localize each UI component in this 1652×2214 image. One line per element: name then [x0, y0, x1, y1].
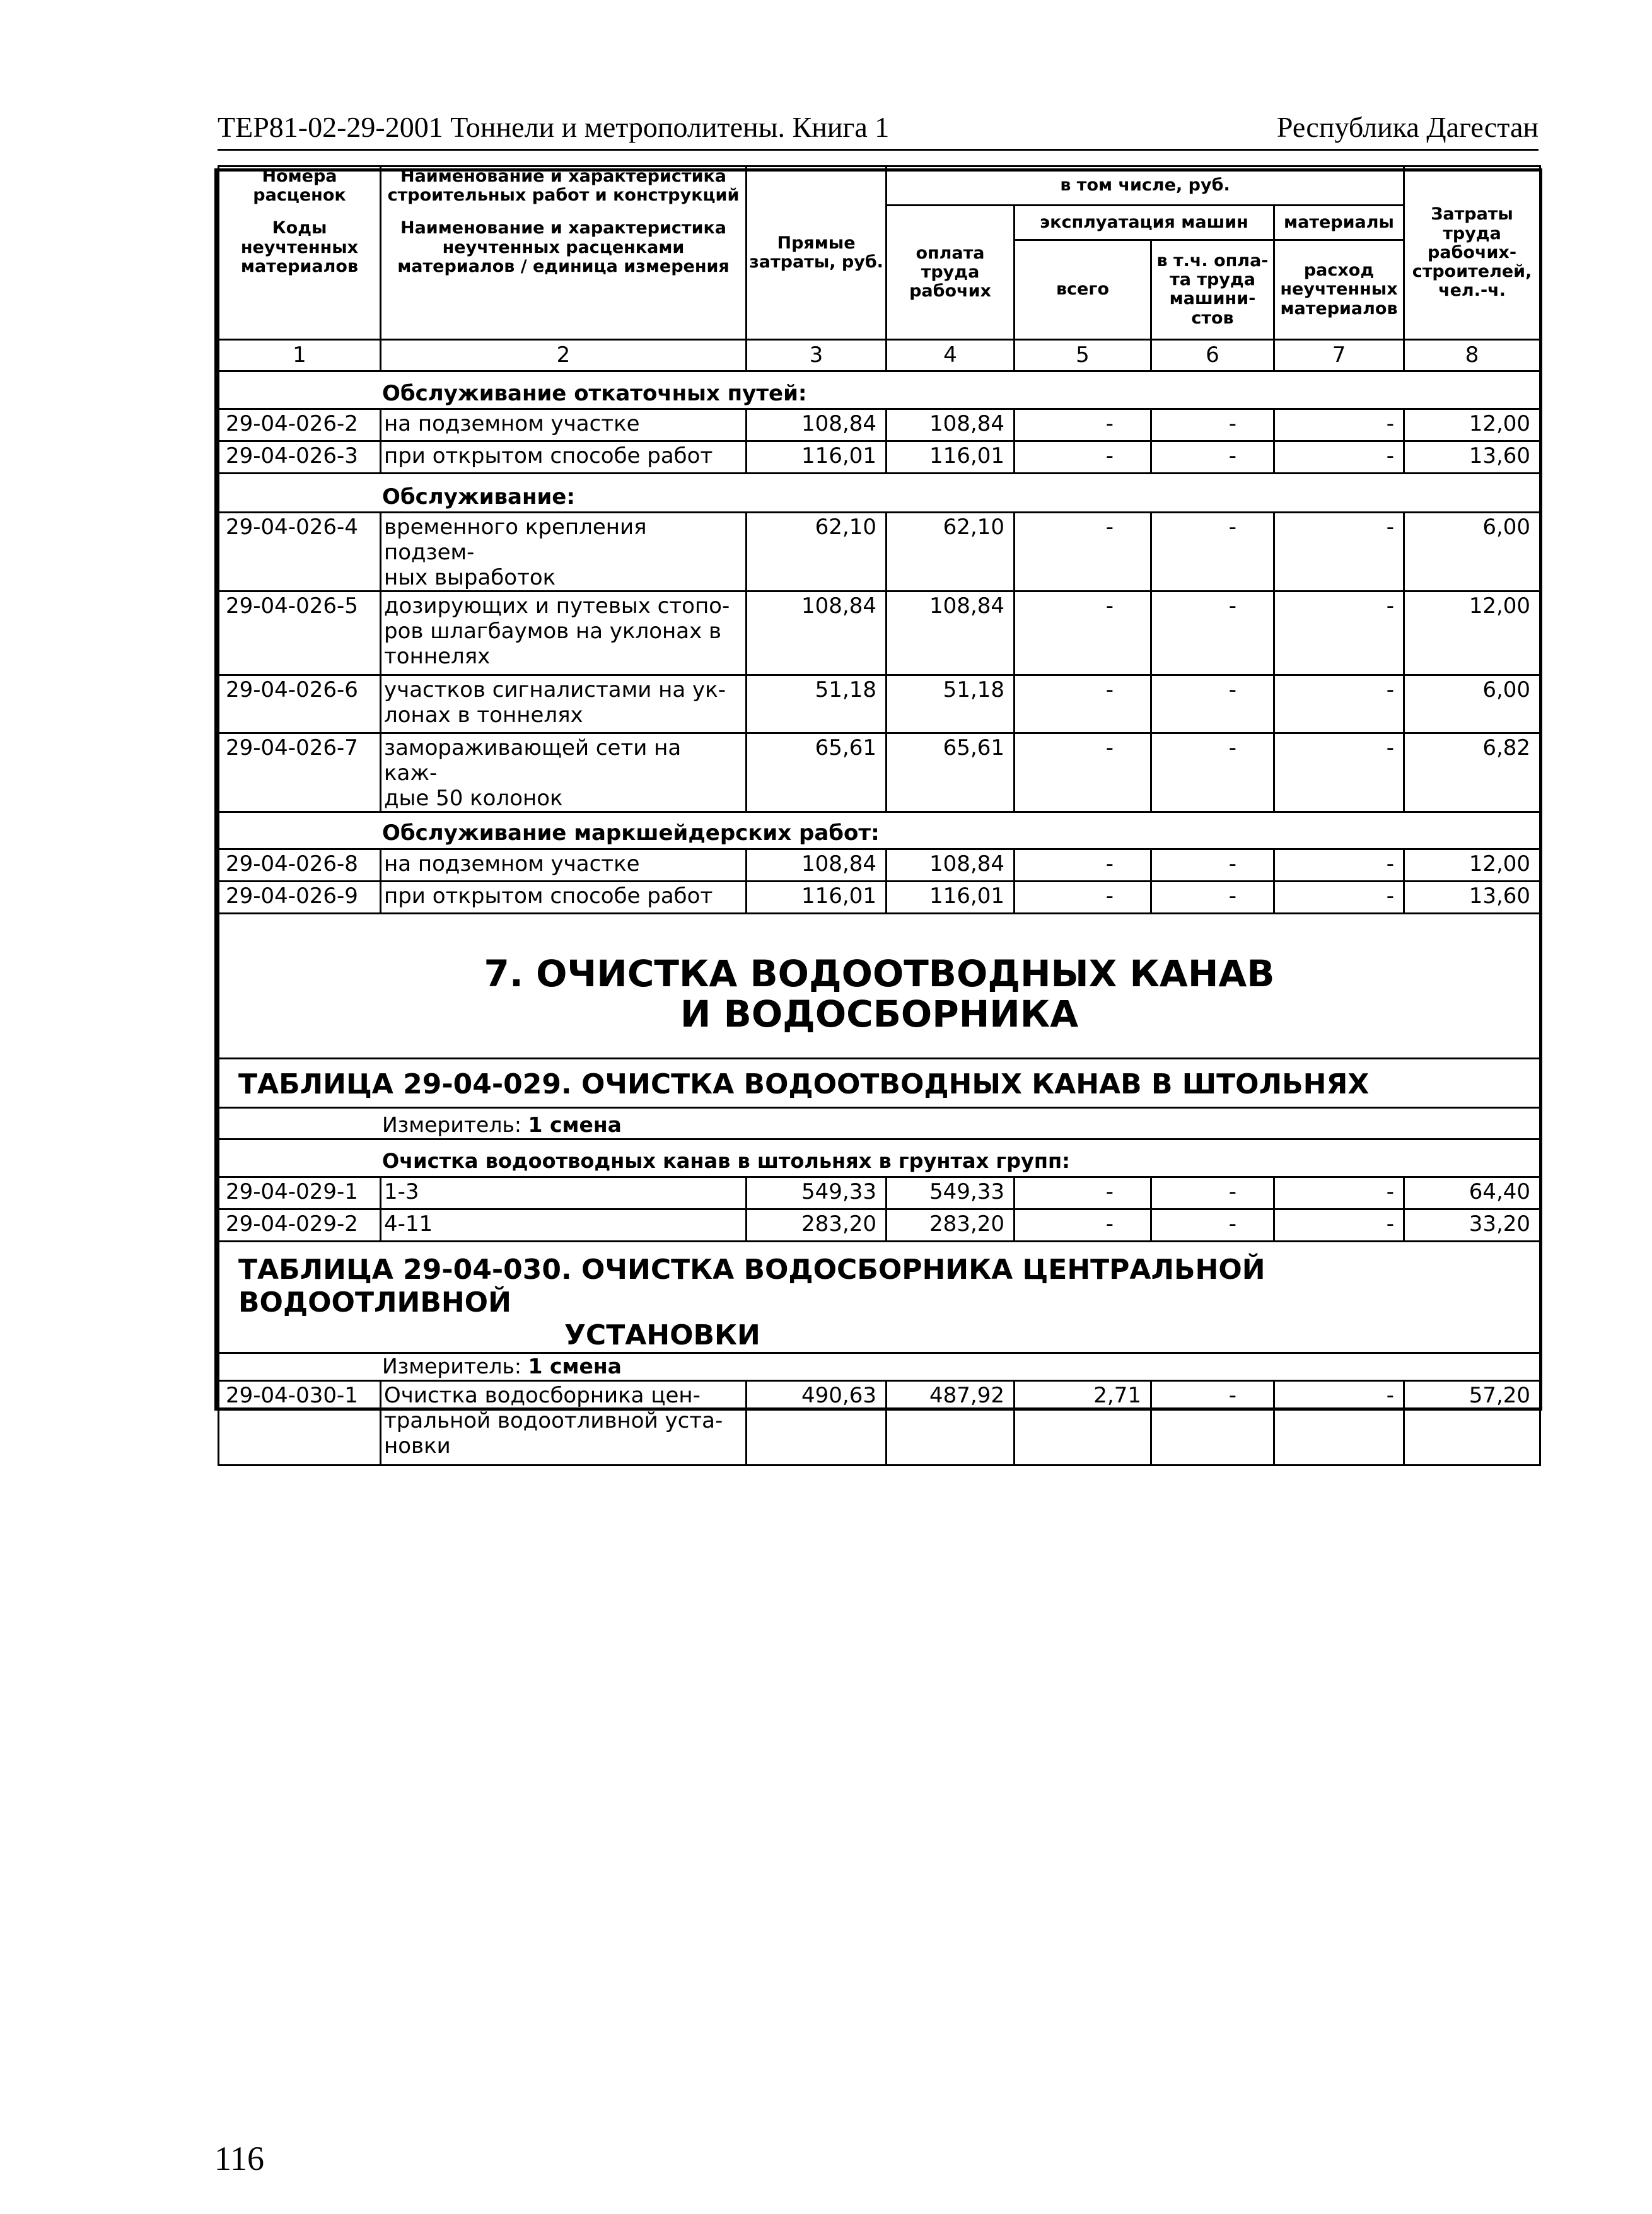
col-number: 5: [1015, 339, 1151, 371]
rate-name-line: Очистка водосборника цен-: [384, 1382, 701, 1408]
col-number: 6: [1151, 339, 1274, 371]
measure-value: 1 смена: [528, 1112, 622, 1137]
direct-cost: 283,20: [747, 1209, 887, 1241]
labor-hours: 13,60: [1404, 881, 1540, 913]
labor-cost: 116,01: [887, 881, 1015, 913]
labor-cost: 283,20: [887, 1209, 1015, 1241]
rate-name-line: ных выработок: [384, 564, 556, 590]
machinists-labor: -: [1151, 441, 1274, 473]
rate-name-line: дозирующих и путевых стопо-: [384, 593, 730, 619]
materials-cost: -: [1274, 849, 1404, 881]
labor-hours: 6,00: [1404, 512, 1540, 591]
rate-code: 29-04-029-1: [219, 1177, 381, 1209]
measure-label: Измеритель:: [382, 1112, 522, 1137]
rate-code: 29-04-029-2: [219, 1209, 381, 1241]
rate-name-line: тоннелях: [384, 643, 491, 669]
col-machines-header: эксплуатация машин: [1015, 205, 1274, 240]
direct-cost: 62,10: [747, 512, 887, 591]
table-title-line: ТАБЛИЦА 29-04-030. ОЧИСТКА ВОДОСБОРНИКА ЦЕНТРАЛЬНОЙ ВОДООТЛИВНОЙ: [238, 1253, 1265, 1319]
section-heading-line: 7. ОЧИСТКА ВОДООТВОДНЫХ КАНАВ: [484, 952, 1275, 995]
labor-hours: 12,00: [1404, 591, 1540, 675]
direct-cost: 108,84: [747, 409, 887, 441]
rate-name: при открытом способе работ: [381, 441, 747, 473]
rate-code: 29-04-026-7: [219, 733, 381, 812]
direct-cost: 108,84: [747, 849, 887, 881]
rate-name: на подземном участке: [381, 849, 747, 881]
col-labor-header: оплата труда рабочих: [887, 205, 1015, 339]
rate-name-line: тральной водоотливной уста-: [384, 1407, 723, 1433]
materials-cost: -: [1274, 512, 1404, 591]
direct-cost: 51,18: [747, 675, 887, 733]
rate-code: 29-04-026-9: [219, 881, 381, 913]
labor-hours: 12,00: [1404, 409, 1540, 441]
rate-name-line: новки: [384, 1433, 451, 1459]
machines-cost: -: [1015, 675, 1151, 733]
materials-cost: -: [1274, 409, 1404, 441]
labor-hours: 64,40: [1404, 1177, 1540, 1209]
machinists-labor: -: [1151, 1209, 1274, 1241]
machinists-labor: -: [1151, 675, 1274, 733]
machines-cost: -: [1015, 441, 1151, 473]
labor-cost: 108,84: [887, 849, 1015, 881]
materials-cost: -: [1274, 1380, 1404, 1465]
col-name-header: Наименование и характеристика строительных работ и конструкций: [381, 166, 747, 206]
machines-cost: -: [1015, 1209, 1151, 1241]
labor-cost: 108,84: [887, 591, 1015, 675]
labor-cost: 65,61: [887, 733, 1015, 812]
header-region: Республика Дагестан: [1276, 111, 1539, 143]
rate-name-line: участков сигналистами на ук-: [384, 677, 726, 702]
rate-code: 29-04-026-2: [219, 409, 381, 441]
rate-name-line: дые 50 колонок: [384, 785, 563, 811]
labor-hours: 12,00: [1404, 849, 1540, 881]
col-code-header: Номера расценок: [219, 166, 381, 206]
machinists-labor: -: [1151, 849, 1274, 881]
table-frame: [214, 168, 1542, 1411]
labor-cost: 487,92: [887, 1380, 1015, 1465]
col-number: 3: [747, 339, 887, 371]
materials-cost: -: [1274, 881, 1404, 913]
labor-cost: 62,10: [887, 512, 1015, 591]
col-code-subheader: Коды неучтенных материалов: [219, 205, 381, 339]
direct-cost: 108,84: [747, 591, 887, 675]
rate-name-line: ров шлагбаумов на уклонах в: [384, 618, 722, 644]
running-header: [218, 110, 1539, 146]
machines-cost: -: [1015, 881, 1151, 913]
header-title: ТЕР81-02-29-2001 Тоннели и метрополитены. Книга 1: [218, 111, 890, 143]
rate-name-line: замораживающей сети на каж-: [384, 735, 682, 786]
col-machines-labor-header: в т.ч. опла-та труда машини-стов: [1151, 240, 1274, 339]
machinists-labor: -: [1151, 1380, 1274, 1465]
col-group-header: в том числе, руб.: [887, 166, 1404, 206]
rate-code: 29-04-026-3: [219, 441, 381, 473]
page-number: 116: [214, 2140, 264, 2177]
rate-code: 29-04-026-4: [219, 512, 381, 591]
col-name-subheader: Наименование и характеристика неучтенных расценками материалов / единица измерения: [381, 205, 747, 339]
header-rule: [218, 149, 1539, 151]
rate-code: 29-04-026-5: [219, 591, 381, 675]
rate-name: 1-3: [381, 1177, 747, 1209]
table-title-line: УСТАНОВКИ: [564, 1319, 760, 1351]
machines-cost: -: [1015, 849, 1151, 881]
labor-cost: 549,33: [887, 1177, 1015, 1209]
machinists-labor: -: [1151, 1177, 1274, 1209]
labor-hours: 33,20: [1404, 1209, 1540, 1241]
materials-cost: -: [1274, 591, 1404, 675]
machinists-labor: -: [1151, 409, 1274, 441]
machinists-labor: -: [1151, 881, 1274, 913]
col-machines-all-header: всего: [1015, 240, 1151, 339]
labor-cost: 116,01: [887, 441, 1015, 473]
col-materials-use-header: расход неучтенных материалов: [1274, 240, 1404, 339]
col-hours-header: Затраты труда рабочих-строителей, чел.-ч.: [1404, 166, 1540, 340]
rate-code: 29-04-030-1: [219, 1380, 381, 1465]
col-number: 2: [381, 339, 747, 371]
col-number: 8: [1404, 339, 1540, 371]
labor-cost: 108,84: [887, 409, 1015, 441]
group-heading: Обслуживание маркшейдерских работ:: [219, 812, 1540, 849]
rate-name: на подземном участке: [381, 409, 747, 441]
rate-name: 4-11: [381, 1209, 747, 1241]
rate-name-line: лонах в тоннелях: [384, 702, 583, 728]
col-direct-header: Прямые затраты, руб.: [747, 166, 887, 340]
labor-hours: 6,00: [1404, 675, 1540, 733]
direct-cost: 65,61: [747, 733, 887, 812]
group-heading: Обслуживание:: [219, 473, 1540, 512]
rate-name: при открытом способе работ: [381, 881, 747, 913]
labor-hours: 13,60: [1404, 441, 1540, 473]
machinists-labor: -: [1151, 591, 1274, 675]
direct-cost: 549,33: [747, 1177, 887, 1209]
group-heading: Обслуживание откаточных путей:: [219, 371, 1540, 409]
rate-name-line: временного крепления подзем-: [384, 514, 647, 565]
machines-cost: -: [1015, 591, 1151, 675]
machinists-labor: -: [1151, 512, 1274, 591]
section-heading-line: И ВОДОСБОРНИКА: [680, 992, 1079, 1035]
materials-cost: -: [1274, 1177, 1404, 1209]
col-materials-header: материалы: [1274, 205, 1404, 240]
materials-cost: -: [1274, 1209, 1404, 1241]
direct-cost: 116,01: [747, 881, 887, 913]
direct-cost: 490,63: [747, 1380, 887, 1465]
rate-code: 29-04-026-6: [219, 675, 381, 733]
machines-cost: 2,71: [1015, 1380, 1151, 1465]
table-title: ТАБЛИЦА 29-04-029. ОЧИСТКА ВОДООТВОДНЫХ КАНАВ В ШТОЛЬНЯХ: [219, 1058, 1540, 1107]
labor-cost: 51,18: [887, 675, 1015, 733]
machines-cost: -: [1015, 1177, 1151, 1209]
measure-label: Измеритель:: [382, 1353, 522, 1378]
col-number: 4: [887, 339, 1015, 371]
col-number: 7: [1274, 339, 1404, 371]
direct-cost: 116,01: [747, 441, 887, 473]
measure-value: 1 смена: [528, 1353, 622, 1378]
group-heading: Очистка водоотводных канав в штольнях в грунтах групп:: [219, 1139, 1540, 1177]
materials-cost: -: [1274, 675, 1404, 733]
machines-cost: -: [1015, 733, 1151, 812]
col-number: 1: [219, 339, 381, 371]
labor-hours: 57,20: [1404, 1380, 1540, 1465]
labor-hours: 6,82: [1404, 733, 1540, 812]
machines-cost: -: [1015, 512, 1151, 591]
rate-code: 29-04-026-8: [219, 849, 381, 881]
machines-cost: -: [1015, 409, 1151, 441]
machinists-labor: -: [1151, 733, 1274, 812]
materials-cost: -: [1274, 733, 1404, 812]
materials-cost: -: [1274, 441, 1404, 473]
